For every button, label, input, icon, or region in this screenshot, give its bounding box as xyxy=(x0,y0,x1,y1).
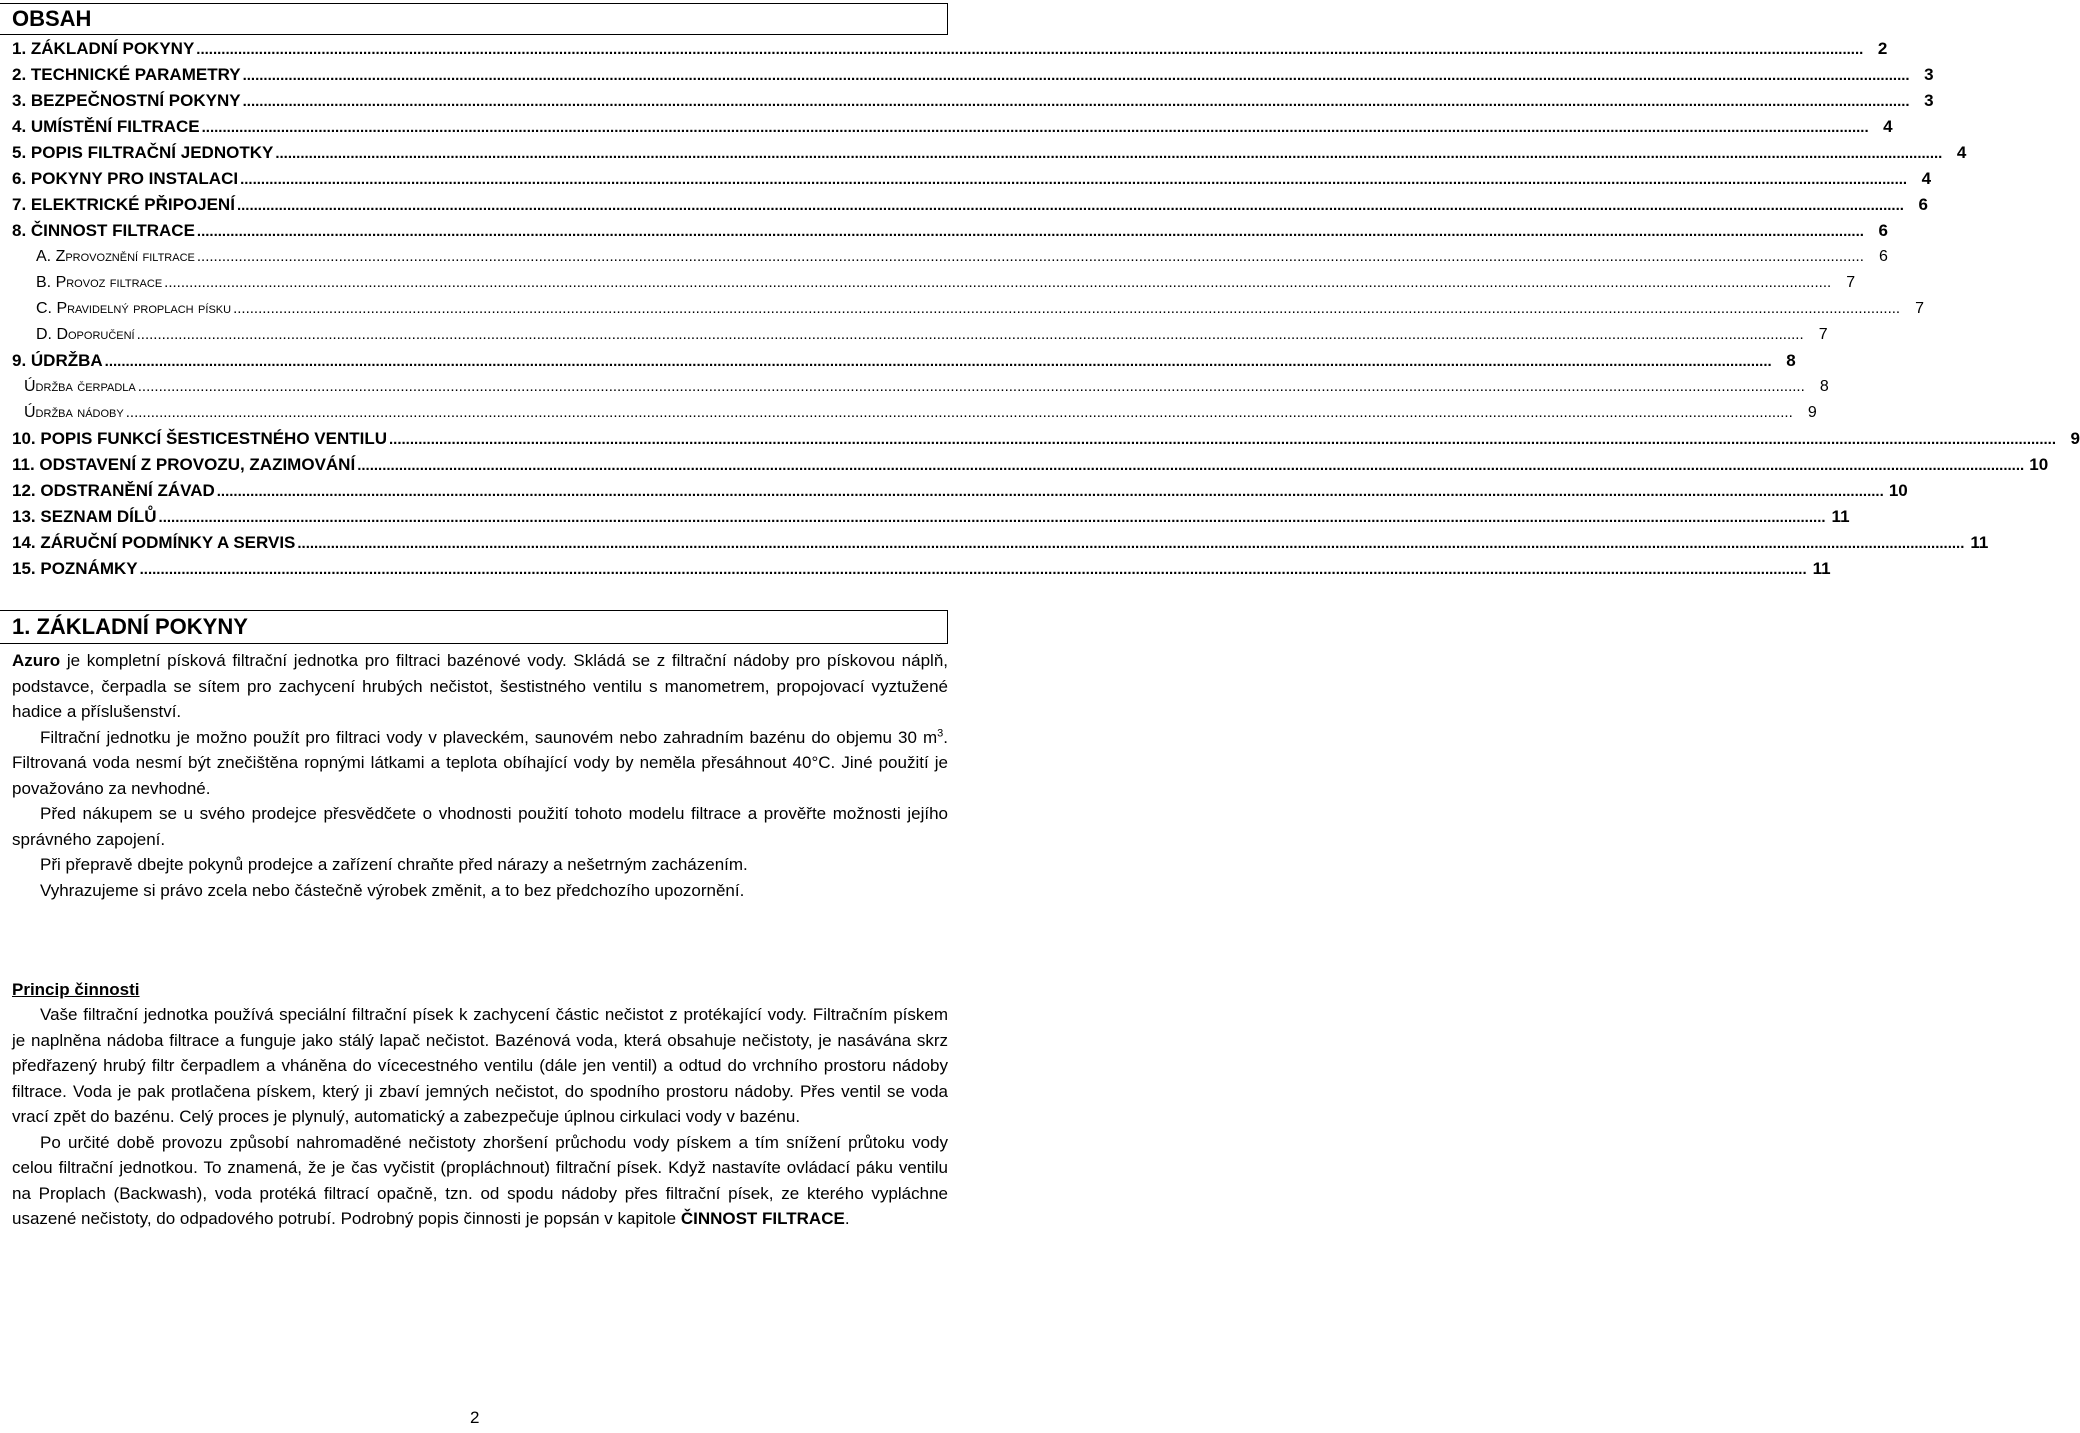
toc-entry-label: 11. ODSTAVENÍ Z PROVOZU, ZAZIMOVÁNÍ xyxy=(12,455,356,474)
toc-entry[interactable] xyxy=(12,530,1989,556)
toc-entry-label: Údržba nádoby xyxy=(24,404,124,421)
period: . xyxy=(844,1209,850,1228)
page-number: 2 xyxy=(470,1408,480,1427)
toc-entry-label: 7. ELEKTRICKÉ PŘIPOJENÍ xyxy=(12,195,235,214)
toc-entry-page: 6 xyxy=(1878,248,1888,265)
toc-entry[interactable] xyxy=(12,244,1888,270)
toc-entry[interactable] xyxy=(12,426,2080,452)
usage-text-b: . Filtrovaná voda nesmí být znečištěna ropnými látkami a teplota obíhající vody by neměla přesáhnout 40°C. Jiné použití je považováno za nevhodné. xyxy=(12,727,948,798)
toc-entry[interactable] xyxy=(12,140,1967,166)
princip-body xyxy=(12,1002,948,1232)
toc-entry[interactable] xyxy=(12,504,1850,530)
toc-leader-dots: ................................................................................................................................................................................................................................................................................................................................................................................................................ xyxy=(236,197,1904,214)
princip-paragraph-1: Vaše filtrační jednotka používá speciální filtrační písek k zachycení částic nečistot z protékající vody. Filtračním pískem je naplněna nádoba filtrace a funguje jako stálý lapač nečistot. Bazénová voda, která obsahuje nečistoty, je nasávána skrz předřazený hrubý filtr čerpadlem a vháněna do vícecestného ventilu (dále jen ventil) a odtud do vrchního prostoru nádoby filtrace. Voda je pak protlačena pískem, který ji zbaví jemných nečistot, do spodního prostoru nádoby. Přes ventil se voda vrací zpět do bazénu. Celý proces je plynulý, automatický a zabezpečuje úplnou cirkulaci vody v bazénu. xyxy=(12,1005,948,1126)
usage-paragraph xyxy=(12,725,948,802)
toc-leader-dots: ................................................................................................................................................................................................................................................................................................................................................................................................................ xyxy=(242,67,1910,84)
toc-entry-page: 7 xyxy=(1915,300,1925,317)
toc-entry-page: 3 xyxy=(1924,91,1934,110)
toc-entry-label: A. Zprovoznění filtrace xyxy=(36,248,195,265)
toc-entry[interactable] xyxy=(12,114,1893,140)
toc-entry-page: 7 xyxy=(1846,274,1856,291)
toc-entry-label: 9. ÚDRŽBA xyxy=(12,351,103,370)
toc-entry-label: 5. POPIS FILTRAČNÍ JEDNOTKY xyxy=(12,143,274,162)
toc-leader-dots: ................................................................................................................................................................................................................................................................................................................................................................................................................ xyxy=(275,145,1943,162)
toc-leader-dots: ................................................................................................................................................................................................................................................................................................................................................................................................................ xyxy=(136,326,1804,343)
toc-entry-page: 4 xyxy=(1921,169,1932,188)
toc-entry-label: Údržba čerpadla xyxy=(24,378,136,395)
toc-entry-page: 8 xyxy=(1819,378,1829,395)
toc-entry[interactable] xyxy=(12,322,1828,348)
toc-entry-label: 10. POPIS FUNKCÍ ŠESTICESTNÉHO VENTILU xyxy=(12,429,388,448)
toc-entry-page: 11 xyxy=(1831,507,1850,526)
section-body xyxy=(12,648,948,903)
toc-leader-dots: ................................................................................................................................................................................................................................................................................................................................................................................................................ xyxy=(240,171,1908,188)
intro-paragraph xyxy=(12,648,948,725)
toc-leader-dots: ................................................................................................................................................................................................................................................................................................................................................................................................................ xyxy=(125,404,1793,421)
toc-entry-page: 4 xyxy=(1956,143,1967,162)
toc-entry-label: D. Doporučení xyxy=(36,326,135,343)
toc-entry[interactable] xyxy=(12,296,1925,322)
toc-entry-label: 3. BEZPEČNOSTNÍ POKYNY xyxy=(12,91,241,110)
toc-entry[interactable] xyxy=(12,270,1856,296)
toc-entry-page: 9 xyxy=(2070,429,2080,448)
toc-leader-dots: ................................................................................................................................................................................................................................................................................................................................................................................................................ xyxy=(196,248,1864,265)
toc-leader-dots: ................................................................................................................................................................................................................................................................................................................................................................................................................ xyxy=(196,41,1864,58)
toc-entry-page: 4 xyxy=(1883,117,1893,136)
toc-entry-label: 6. POKYNY PRO INSTALACI xyxy=(12,169,239,188)
toc-entry-label: 1. ZÁKLADNÍ POKYNY xyxy=(12,39,195,58)
toc-entry-label: 12. ODSTRANĚNÍ ZÁVAD xyxy=(12,481,215,500)
subsection-title: Princip činnosti xyxy=(12,980,140,999)
toc-entry[interactable] xyxy=(12,88,1934,114)
toc-entry[interactable] xyxy=(12,62,1934,88)
toc-entry-label: 2. TECHNICKÉ PARAMETRY xyxy=(12,65,241,84)
intro-text: je kompletní písková filtrační jednotka pro filtraci bazénové vody. Skládá se z filtrační nádoby pro pískovou náplň, podstavce, čerpadla se sítem pro zachycení hrubých nečistot, šestistného ventilu s manometrem, propojovací vyztužené hadice a příslušenství. xyxy=(12,651,948,721)
toc-entry[interactable] xyxy=(12,556,1831,582)
toc-entry-label: 15. POZNÁMKY xyxy=(12,559,138,578)
toc-entry[interactable] xyxy=(12,374,1829,400)
toc-leader-dots: ................................................................................................................................................................................................................................................................................................................................................................................................................ xyxy=(389,431,2057,448)
toc-entry-page: 7 xyxy=(1818,326,1828,343)
toc-leader-dots: ................................................................................................................................................................................................................................................................................................................................................................................................................ xyxy=(158,509,1826,526)
toc-entry[interactable] xyxy=(12,36,1888,62)
toc-entry-page: 11 xyxy=(1812,559,1831,578)
princip-text: Po určité době provozu způsobí nahromaděné nečistoty zhoršení průchodu vody pískem a tím snížení průtoku vody celou filtrační jednotkou. To znamená, že je čas vyčistit (propláchnout) filtrační písek. Když nastavíte ovládací páku ventilu na Proplach (Backwash), voda protéká filtrací opačně, tzn. od spodu nádoby přes filtrační písek, ze kterého vypláchne usazené nečistoty, do odpadového potrubí. Podrobný popis činnosti je popsán v kapitole xyxy=(12,1132,948,1228)
toc-leader-dots: ................................................................................................................................................................................................................................................................................................................................................................................................................ xyxy=(139,561,1807,578)
toc-leader-dots: ................................................................................................................................................................................................................................................................................................................................................................................................................ xyxy=(201,119,1869,136)
toc-heading-box xyxy=(0,3,948,35)
toc-entry-page: 3 xyxy=(1924,65,1934,84)
usage-text-a: Filtrační jednotku je možno použít pro filtraci vody v plaveckém, saunovém nebo zahradním bazénu do objemu 30 m xyxy=(40,727,938,747)
toc-heading: OBSAH xyxy=(12,6,92,31)
toc-entry[interactable] xyxy=(12,452,2049,478)
toc-entry-page: 2 xyxy=(1877,39,1888,58)
toc-leader-dots: ................................................................................................................................................................................................................................................................................................................................................................................................................ xyxy=(196,223,1864,240)
section-heading: 1. ZÁKLADNÍ POKYNY xyxy=(12,614,248,639)
toc-entry[interactable] xyxy=(12,192,1928,218)
toc-entry-label: 14. ZÁRUČNÍ PODMÍNKY A SERVIS xyxy=(12,533,296,552)
toc-entry[interactable] xyxy=(12,400,1817,426)
toc-entry[interactable] xyxy=(12,166,1932,192)
toc-entry-page: 10 xyxy=(2029,455,2049,474)
toc-entry[interactable] xyxy=(12,348,1796,374)
toc-entry-page: 6 xyxy=(1878,221,1888,240)
toc-leader-dots: ................................................................................................................................................................................................................................................................................................................................................................................................................ xyxy=(233,300,1901,317)
transport-paragraph: Při přepravě dbejte pokynů prodejce a zařízení chraňte před nárazy a nešetrným zacházením. xyxy=(40,855,748,874)
table-of-contents xyxy=(12,36,2080,582)
toc-leader-dots: ................................................................................................................................................................................................................................................................................................................................................................................................................ xyxy=(104,353,1772,370)
toc-entry-label: C. Pravidelný proplach písku xyxy=(36,300,232,317)
superscript: 3 xyxy=(937,726,944,739)
toc-leader-dots: ................................................................................................................................................................................................................................................................................................................................................................................................................ xyxy=(357,457,2025,474)
princip-paragraph-2 xyxy=(12,1130,948,1232)
toc-leader-dots: ................................................................................................................................................................................................................................................................................................................................................................................................................ xyxy=(242,93,1910,110)
toc-entry[interactable] xyxy=(12,478,1908,504)
toc-entry[interactable] xyxy=(12,218,1888,244)
toc-entry-page: 10 xyxy=(1888,481,1908,500)
toc-entry-page: 9 xyxy=(1807,404,1817,421)
disclaimer-paragraph: Vyhrazujeme si právo zcela nebo částečně výrobek změnit, a to bez předchozího upozornění. xyxy=(40,880,745,900)
toc-leader-dots: ................................................................................................................................................................................................................................................................................................................................................................................................................ xyxy=(297,535,1965,552)
chapter-reference: ČINNOST FILTRACE xyxy=(680,1209,845,1228)
toc-entry-page: 11 xyxy=(1970,533,1989,552)
toc-entry-page: 6 xyxy=(1918,195,1928,214)
toc-leader-dots: ................................................................................................................................................................................................................................................................................................................................................................................................................ xyxy=(137,378,1805,395)
toc-entry-label: 4. UMÍSTĚNÍ FILTRACE xyxy=(12,117,200,136)
toc-entry-label: 8. ČINNOST FILTRACE xyxy=(12,221,195,240)
toc-leader-dots: ................................................................................................................................................................................................................................................................................................................................................................................................................ xyxy=(164,274,1832,291)
toc-entry-label: 13. SEZNAM DÍLŮ xyxy=(12,507,157,526)
section-heading-box xyxy=(0,610,948,644)
purchase-paragraph: Před nákupem se u svého prodejce přesvědčete o vhodnosti použití tohoto modelu filtrace a prověřte možnosti jejího správného zapojení. xyxy=(12,804,948,849)
toc-entry-label: B. Provoz filtrace xyxy=(36,274,163,291)
toc-leader-dots: ................................................................................................................................................................................................................................................................................................................................................................................................................ xyxy=(216,483,1884,500)
toc-entry-page: 8 xyxy=(1786,351,1796,370)
brand-name: Azuro xyxy=(12,651,61,670)
